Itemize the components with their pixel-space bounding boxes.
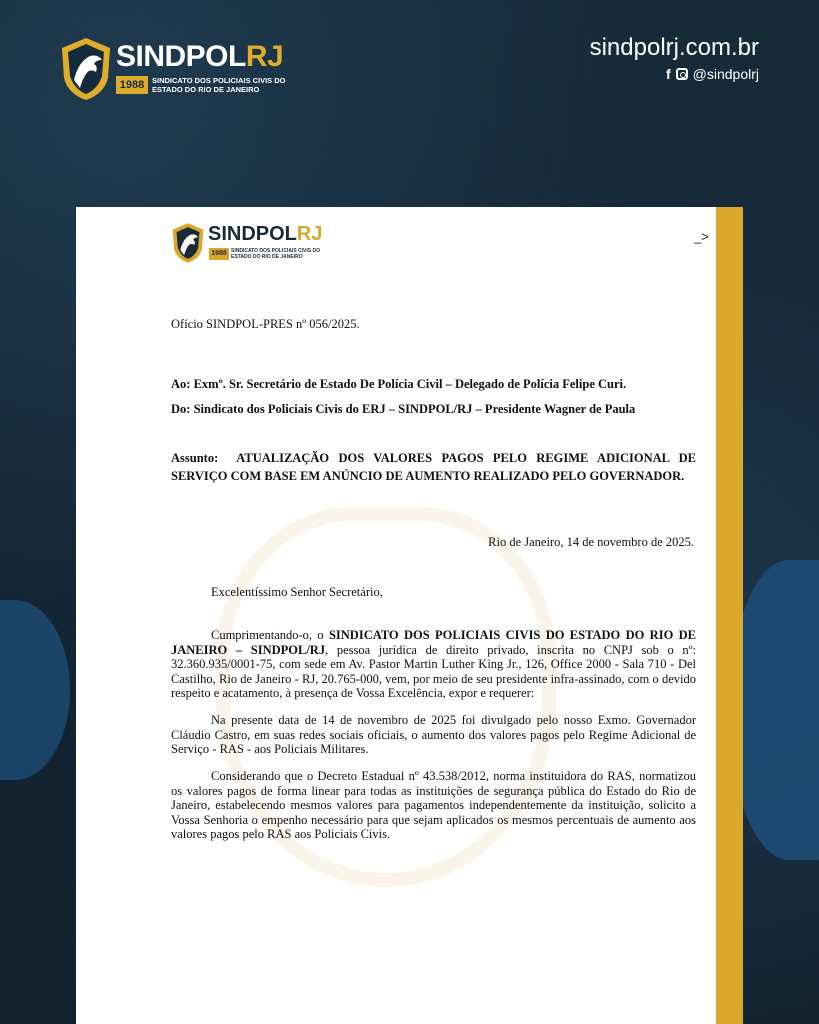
header-brand-name: SINDPOLRJ (116, 40, 284, 73)
subject-label: Assunto: (171, 451, 219, 465)
social-handle[interactable]: @sindpolrj (692, 66, 759, 82)
recipient-line: Ao: Exmº. Sr. Secretário de Estado De Polícia Civil – Delegado de Polícia Felipe Curi. (171, 377, 627, 391)
subject-block (171, 450, 696, 485)
header-logo (60, 36, 300, 106)
oficio-number: Ofício SINDPOL-PRES nº 056/2025. (171, 317, 360, 331)
paragraph-3: Considerando que o Decreto Estadual nº 43.538/2012, norma instituidora do RAS, normatizou os valores pagos de forma linear para todas as instituições de segurança pública do Estado do Rio de Janeiro, estabelecendo mesmos valores para pagamentos independentemente da instituição, solicito a Vossa Senhoria o empenho necessário para que sejam aplicados os mesmos percentuais de aumento aos valores pagos pelo RAS aos Policiais Civis. (171, 769, 696, 841)
social-links (666, 66, 759, 82)
website-link[interactable]: sindpolrj.com.br (589, 34, 759, 61)
document-brand-subtitle: SINDICATO DOS POLICIAIS CIVIS DO ESTADO DO RIO DE JANEIRO (231, 248, 320, 260)
paragraph-1: Cumprimentando-o, o SINDICATO DOS POLICIAIS CIVIS DO ESTADO DO RIO DE JANEIRO – SINDPOL/RJ, pessoa jurídica de direito privado, inscrita no CNPJ sob o nº: 32.360.935/0001-75, com sede em Av. Pastor Martin Luther King Jr., 126, Office 2000 - Sala 710 - Del Castilho, Rio de Janeiro - RJ, 20.765-000, vem, por meio de seu presidente infra-assinado, com o devido respeito e acatamento, à presença de Vossa Excelência, expor e requerer: (171, 628, 696, 700)
sender-line: Do: Sindicato dos Policiais Civis do ERJ – SINDPOL/RJ – Presidente Wagner de Paula (171, 402, 636, 416)
gold-side-strip (716, 207, 743, 1024)
eagle-shield-icon (60, 36, 112, 102)
header-brand-subtitle: SINDICATO DOS POLICIAIS CIVIS DO ESTADO DO RIO DE JANEIRO (152, 76, 286, 94)
header-year-badge: 1988 (116, 76, 148, 94)
facebook-icon[interactable]: f (665, 66, 671, 82)
background-eagle-shape-left (0, 600, 70, 780)
corner-mark: _> (694, 229, 709, 244)
date-line: Rio de Janeiro, 14 de novembro de 2025. (488, 535, 694, 549)
salutation: Excelentíssimo Senhor Secretário, (211, 585, 383, 599)
instagram-icon[interactable] (676, 68, 688, 80)
document-page (76, 207, 716, 1024)
document-logo (171, 222, 331, 266)
eagle-shield-icon (171, 222, 205, 264)
subject-text: ATUALIZAÇÃO DOS VALORES PAGOS PELO REGIME ADICIONAL DE SERVIÇO COM BASE EM ANÚNCIO DE AUMENTO REALIZADO PELO GOVERNADOR. (171, 451, 697, 483)
paragraph-2: Na presente data de 14 de novembro de 2025 foi divulgado pelo nosso Exmo. Governador Cláudio Castro, em suas redes sociais oficiais, o aumento dos valores pagos pelo Regime Adicional de Serviço - RAS - aos Policiais Militares. (171, 713, 696, 756)
document-year-badge: 1988 (209, 248, 229, 260)
document-brand-name: SINDPOLRJ (208, 223, 323, 245)
